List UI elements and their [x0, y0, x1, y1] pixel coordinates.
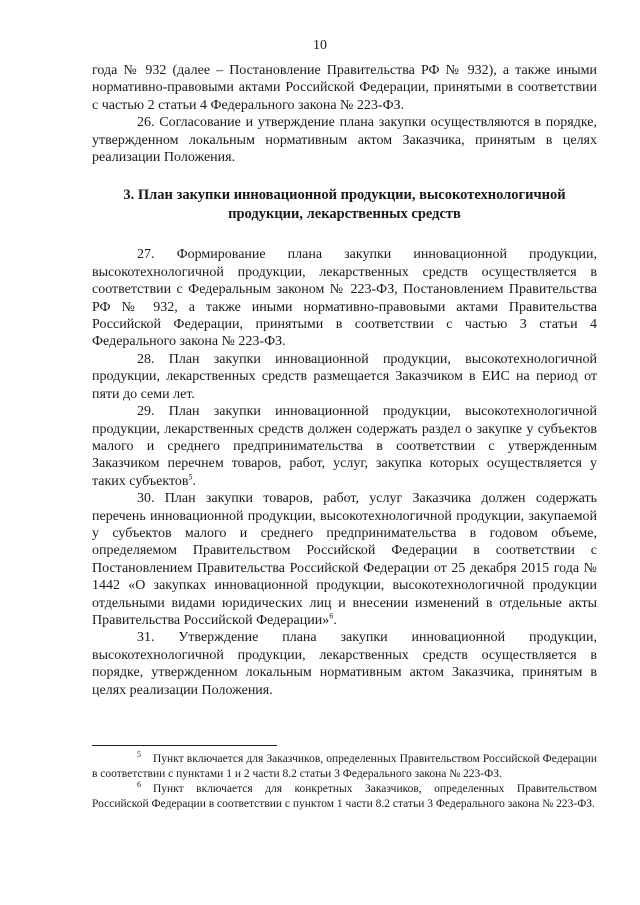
paragraph-26: 26. Согласование и утверждение плана закупки осуществляются в порядке, утвержденном локальным нормативным актом Заказчика, принятым в целях реализации Положения.: [92, 115, 597, 166]
paragraph-27: 27. Формирование плана закупки инновационной продукции, высокотехнологичной продукции, лекарственных средств осуществляется в соответствии с Федеральным законом № 223-ФЗ, Постановлением Правительства РФ № 932, а также иными нормативно-правовыми актами Правительства Российской Федерации, принятыми в соответствии с частью 3 статьи 4 Федерального закона № 223-ФЗ.: [92, 247, 597, 350]
paragraph-continuation: года № 932 (далее – Постановление Правительства РФ № 932), а также иными нормативно-правовыми актами Российской Федерации, принятыми в соответствии с частью 2 статьи 4 Федерального закона № 223-ФЗ.: [92, 63, 597, 113]
footnote-separator: [92, 745, 277, 746]
document-body: [92, 62, 597, 699]
footnote-mark-5: 5: [137, 750, 141, 760]
paragraph-30-text: 30. План закупки товаров, работ, услуг Заказчика должен содержать перечень инновационной продукции, высокотехнологичной продукции, закупаемой у субъектов малого и среднего предпринимательства в годовом объеме, определяемом Правительством Российской Федерации в соответствии с Постановлением Правительства Российской Федерации от 25 декабря 2015 года № 1442 «О закупках инновационной продукции, высокотехнологичной продукции отдельными видами юридических лиц и внесении изменений в отдельные акты Правительства Российской Федерации»: [92, 491, 597, 628]
paragraph-31: 31. Утверждение плана закупки инновационной продукции, высокотехнологичной продукции, лекарственных средств осуществляется в порядке, утвержденном локальным нормативным актом Заказчика, принятым в целях реализации Положения.: [92, 630, 597, 698]
footnote-ref-5[interactable]: 5: [188, 472, 193, 482]
footnote-6: [92, 782, 597, 812]
paragraph-29: 29. План закупки инновационной продукции, высокотехнологичной продукции, лекарственных средств должен содержать раздел о закупке у субъектов малого и среднего предпринимательства в соответствии с утвержденным Заказчиком перечнем товаров, работ, услуг, закупка которых осуществляется у таких субъектов$^5$.: [92, 404, 597, 489]
section-heading-line2: продукции, лекарственных средств: [228, 206, 461, 223]
footnote-6-text: Пункт включается для конкретных Заказчиков, определенных Правительством Российской Федерации в соответствии с пунктом 1 части 8.2 статьи 3 Федерального закона № 223-ФЗ.: [92, 783, 597, 810]
section-heading: [92, 186, 597, 224]
footnote-5: [92, 752, 597, 782]
page-number: 10: [313, 38, 327, 53]
footnote-ref-6[interactable]: 6: [329, 611, 334, 621]
footnote-5-text: Пункт включается для Заказчиков, определенных Правительством Российской Федерации в соответствии с пунктами 1 и 2 части 8.2 статьи 3 Федерального закона № 223-ФЗ.: [92, 753, 597, 780]
section-heading-line1: 3. План закупки инновационной продукции, высокотехнологичной: [123, 187, 566, 204]
footnotes: [92, 752, 597, 812]
footnote-mark-6: 6: [137, 780, 141, 790]
paragraph-30: 30. План закупки товаров, работ, услуг Заказчика должен содержать перечень инновационной продукции, высокотехнологичной продукции, закупаемой у субъектов малого и среднего предпринимательства в годовом объеме, определяемом Правительством Российской Федерации в соответствии с Постановлением Правительства Российской Федерации от 25 декабря 2015 года № 1442 «О закупках инновационной продукции, высокотехнологичной продукции отдельными видами юридических лиц и внесении изменений в отдельные акты Правительства Российской Федерации»$^6$.: [92, 491, 597, 628]
paragraph-29-text: 29. План закупки инновационной продукции, высокотехнологичной продукции, лекарственных средств должен содержать раздел о закупке у субъектов малого и среднего предпринимательства в соответствии с утвержденным Заказчиком перечнем товаров, работ, услуг, закупка которых осуществляется у таких субъектов: [92, 404, 597, 489]
paragraph-28: 28. План закупки инновационной продукции, высокотехнологичной продукции, лекарственных средств размещается Заказчиком в ЕИС на период от пяти до семи лет.: [92, 351, 597, 402]
